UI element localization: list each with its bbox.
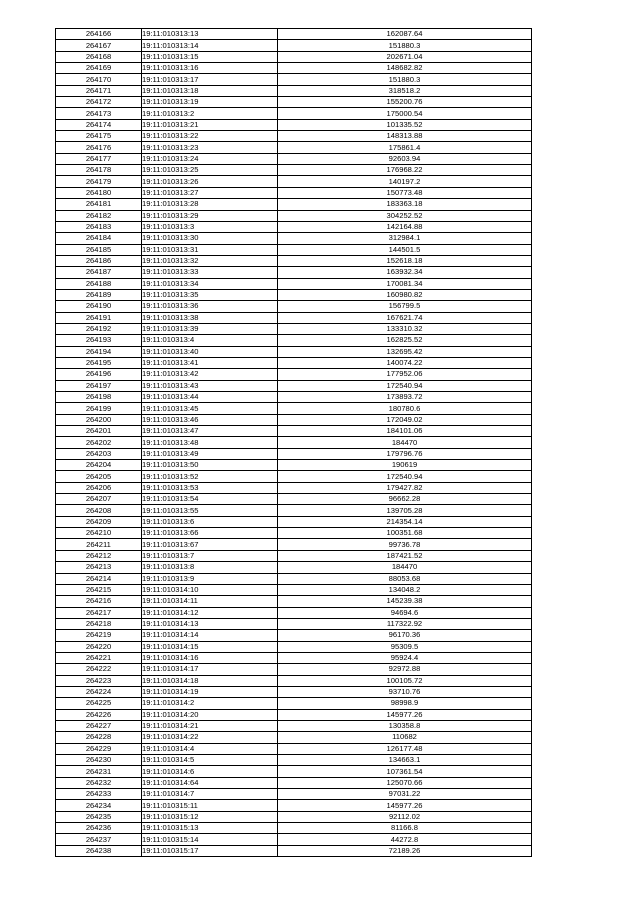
timestamp-cell: 19:11:010314:22 bbox=[142, 732, 278, 743]
amount-cell: 92603.94 bbox=[278, 153, 532, 164]
timestamp-cell: 19:11:010313:49 bbox=[142, 448, 278, 459]
table-row bbox=[56, 153, 532, 164]
amount-cell: 92112.02 bbox=[278, 811, 532, 822]
amount-cell: 140197.2 bbox=[278, 176, 532, 187]
table-row bbox=[56, 187, 532, 198]
amount-cell: 96662.28 bbox=[278, 494, 532, 505]
timestamp-cell: 19:11:010313:47 bbox=[142, 426, 278, 437]
timestamp-cell: 19:11:010313:43 bbox=[142, 380, 278, 391]
timestamp-cell: 19:11:010314:17 bbox=[142, 664, 278, 675]
timestamp-cell: 19:11:010314:21 bbox=[142, 720, 278, 731]
amount-cell: 304252.52 bbox=[278, 210, 532, 221]
row-id-cell: 264234 bbox=[56, 800, 142, 811]
timestamp-cell: 19:11:010313:3 bbox=[142, 221, 278, 232]
timestamp-cell: 19:11:010313:21 bbox=[142, 119, 278, 130]
timestamp-cell: 19:11:010313:55 bbox=[142, 505, 278, 516]
timestamp-cell: 19:11:010314:14 bbox=[142, 630, 278, 641]
table-row bbox=[56, 301, 532, 312]
data-table bbox=[55, 28, 532, 857]
row-id-cell: 264172 bbox=[56, 97, 142, 108]
table-row bbox=[56, 176, 532, 187]
amount-cell: 148682.82 bbox=[278, 63, 532, 74]
timestamp-cell: 19:11:010313:16 bbox=[142, 63, 278, 74]
amount-cell: 180780.6 bbox=[278, 403, 532, 414]
row-id-cell: 264191 bbox=[56, 312, 142, 323]
amount-cell: 184101.06 bbox=[278, 426, 532, 437]
table-row bbox=[56, 743, 532, 754]
amount-cell: 126177.48 bbox=[278, 743, 532, 754]
timestamp-cell: 19:11:010314:4 bbox=[142, 743, 278, 754]
table-row bbox=[56, 789, 532, 800]
table-row bbox=[56, 652, 532, 663]
timestamp-cell: 19:11:010313:22 bbox=[142, 131, 278, 142]
timestamp-cell: 19:11:010314:64 bbox=[142, 777, 278, 788]
row-id-cell: 264208 bbox=[56, 505, 142, 516]
amount-cell: 100351.68 bbox=[278, 528, 532, 539]
amount-cell: 172049.02 bbox=[278, 414, 532, 425]
table-row bbox=[56, 528, 532, 539]
amount-cell: 187421.52 bbox=[278, 550, 532, 561]
amount-cell: 99736.78 bbox=[278, 539, 532, 550]
row-id-cell: 264215 bbox=[56, 584, 142, 595]
row-id-cell: 264171 bbox=[56, 85, 142, 96]
row-id-cell: 264221 bbox=[56, 652, 142, 663]
timestamp-cell: 19:11:010313:34 bbox=[142, 278, 278, 289]
amount-cell: 72189.26 bbox=[278, 845, 532, 856]
table-row bbox=[56, 380, 532, 391]
table-row bbox=[56, 403, 532, 414]
table-row bbox=[56, 630, 532, 641]
timestamp-cell: 19:11:010313:52 bbox=[142, 471, 278, 482]
row-id-cell: 264214 bbox=[56, 573, 142, 584]
table-row bbox=[56, 312, 532, 323]
row-id-cell: 264209 bbox=[56, 516, 142, 527]
row-id-cell: 264205 bbox=[56, 471, 142, 482]
table-row bbox=[56, 664, 532, 675]
amount-cell: 156799.5 bbox=[278, 301, 532, 312]
row-id-cell: 264226 bbox=[56, 709, 142, 720]
row-id-cell: 264202 bbox=[56, 437, 142, 448]
table-row bbox=[56, 573, 532, 584]
amount-cell: 100105.72 bbox=[278, 675, 532, 686]
timestamp-cell: 19:11:010313:25 bbox=[142, 165, 278, 176]
table-row bbox=[56, 471, 532, 482]
table-row bbox=[56, 85, 532, 96]
amount-cell: 175861.4 bbox=[278, 142, 532, 153]
row-id-cell: 264190 bbox=[56, 301, 142, 312]
timestamp-cell: 19:11:010313:39 bbox=[142, 323, 278, 334]
timestamp-cell: 19:11:010313:2 bbox=[142, 108, 278, 119]
row-id-cell: 264198 bbox=[56, 392, 142, 403]
row-id-cell: 264179 bbox=[56, 176, 142, 187]
table-row bbox=[56, 607, 532, 618]
amount-cell: 179796.76 bbox=[278, 448, 532, 459]
amount-cell: 214354.14 bbox=[278, 516, 532, 527]
amount-cell: 134663.1 bbox=[278, 755, 532, 766]
row-id-cell: 264168 bbox=[56, 51, 142, 62]
table-row bbox=[56, 800, 532, 811]
amount-cell: 175000.54 bbox=[278, 108, 532, 119]
table-row bbox=[56, 119, 532, 130]
timestamp-cell: 19:11:010313:54 bbox=[142, 494, 278, 505]
table-row bbox=[56, 675, 532, 686]
row-id-cell: 264188 bbox=[56, 278, 142, 289]
timestamp-cell: 19:11:010313:42 bbox=[142, 369, 278, 380]
timestamp-cell: 19:11:010313:35 bbox=[142, 289, 278, 300]
amount-cell: 95309.5 bbox=[278, 641, 532, 652]
amount-cell: 162087.64 bbox=[278, 29, 532, 40]
timestamp-cell: 19:11:010315:14 bbox=[142, 834, 278, 845]
timestamp-cell: 19:11:010315:11 bbox=[142, 800, 278, 811]
row-id-cell: 264232 bbox=[56, 777, 142, 788]
table-row bbox=[56, 210, 532, 221]
timestamp-cell: 19:11:010313:9 bbox=[142, 573, 278, 584]
row-id-cell: 264175 bbox=[56, 131, 142, 142]
row-id-cell: 264196 bbox=[56, 369, 142, 380]
timestamp-cell: 19:11:010314:11 bbox=[142, 596, 278, 607]
timestamp-cell: 19:11:010314:15 bbox=[142, 641, 278, 652]
amount-cell: 98998.9 bbox=[278, 698, 532, 709]
row-id-cell: 264166 bbox=[56, 29, 142, 40]
row-id-cell: 264192 bbox=[56, 323, 142, 334]
timestamp-cell: 19:11:010313:18 bbox=[142, 85, 278, 96]
amount-cell: 94694.6 bbox=[278, 607, 532, 618]
row-id-cell: 264204 bbox=[56, 460, 142, 471]
table-row bbox=[56, 460, 532, 471]
timestamp-cell: 19:11:010313:66 bbox=[142, 528, 278, 539]
amount-cell: 163932.34 bbox=[278, 267, 532, 278]
row-id-cell: 264231 bbox=[56, 766, 142, 777]
row-id-cell: 264180 bbox=[56, 187, 142, 198]
timestamp-cell: 19:11:010313:38 bbox=[142, 312, 278, 323]
row-id-cell: 264178 bbox=[56, 165, 142, 176]
row-id-cell: 264176 bbox=[56, 142, 142, 153]
amount-cell: 93710.76 bbox=[278, 686, 532, 697]
row-id-cell: 264183 bbox=[56, 221, 142, 232]
row-id-cell: 264227 bbox=[56, 720, 142, 731]
table-body bbox=[56, 29, 532, 857]
amount-cell: 184470 bbox=[278, 562, 532, 573]
amount-cell: 167621.74 bbox=[278, 312, 532, 323]
timestamp-cell: 19:11:010313:36 bbox=[142, 301, 278, 312]
amount-cell: 125070.66 bbox=[278, 777, 532, 788]
timestamp-cell: 19:11:010313:4 bbox=[142, 335, 278, 346]
table-row bbox=[56, 834, 532, 845]
row-id-cell: 264237 bbox=[56, 834, 142, 845]
timestamp-cell: 19:11:010314:5 bbox=[142, 755, 278, 766]
amount-cell: 81166.8 bbox=[278, 823, 532, 834]
timestamp-cell: 19:11:010313:41 bbox=[142, 357, 278, 368]
row-id-cell: 264233 bbox=[56, 789, 142, 800]
amount-cell: 117322.92 bbox=[278, 618, 532, 629]
amount-cell: 88053.68 bbox=[278, 573, 532, 584]
amount-cell: 151880.3 bbox=[278, 74, 532, 85]
row-id-cell: 264177 bbox=[56, 153, 142, 164]
timestamp-cell: 19:11:010313:30 bbox=[142, 233, 278, 244]
amount-cell: 145977.26 bbox=[278, 800, 532, 811]
timestamp-cell: 19:11:010313:40 bbox=[142, 346, 278, 357]
table-row bbox=[56, 755, 532, 766]
table-row bbox=[56, 766, 532, 777]
timestamp-cell: 19:11:010313:29 bbox=[142, 210, 278, 221]
amount-cell: 133310.32 bbox=[278, 323, 532, 334]
amount-cell: 202671.04 bbox=[278, 51, 532, 62]
row-id-cell: 264199 bbox=[56, 403, 142, 414]
table-row bbox=[56, 142, 532, 153]
timestamp-cell: 19:11:010313:8 bbox=[142, 562, 278, 573]
table-row bbox=[56, 289, 532, 300]
table-row bbox=[56, 278, 532, 289]
row-id-cell: 264212 bbox=[56, 550, 142, 561]
row-id-cell: 264185 bbox=[56, 244, 142, 255]
timestamp-cell: 19:11:010313:32 bbox=[142, 255, 278, 266]
amount-cell: 150773.48 bbox=[278, 187, 532, 198]
table-row bbox=[56, 777, 532, 788]
table-row bbox=[56, 244, 532, 255]
row-id-cell: 264197 bbox=[56, 380, 142, 391]
timestamp-cell: 19:11:010313:24 bbox=[142, 153, 278, 164]
table-row bbox=[56, 165, 532, 176]
table-row bbox=[56, 618, 532, 629]
amount-cell: 184470 bbox=[278, 437, 532, 448]
amount-cell: 160980.82 bbox=[278, 289, 532, 300]
timestamp-cell: 19:11:010314:20 bbox=[142, 709, 278, 720]
amount-cell: 134048.2 bbox=[278, 584, 532, 595]
timestamp-cell: 19:11:010314:2 bbox=[142, 698, 278, 709]
table-row bbox=[56, 414, 532, 425]
timestamp-cell: 19:11:010314:7 bbox=[142, 789, 278, 800]
table-row bbox=[56, 369, 532, 380]
table-row bbox=[56, 63, 532, 74]
table-row bbox=[56, 539, 532, 550]
table-row bbox=[56, 823, 532, 834]
row-id-cell: 264229 bbox=[56, 743, 142, 754]
row-id-cell: 264182 bbox=[56, 210, 142, 221]
row-id-cell: 264224 bbox=[56, 686, 142, 697]
timestamp-cell: 19:11:010313:46 bbox=[142, 414, 278, 425]
timestamp-cell: 19:11:010313:53 bbox=[142, 482, 278, 493]
row-id-cell: 264235 bbox=[56, 811, 142, 822]
timestamp-cell: 19:11:010315:13 bbox=[142, 823, 278, 834]
timestamp-cell: 19:11:010313:19 bbox=[142, 97, 278, 108]
table-row bbox=[56, 698, 532, 709]
timestamp-cell: 19:11:010314:18 bbox=[142, 675, 278, 686]
row-id-cell: 264189 bbox=[56, 289, 142, 300]
row-id-cell: 264211 bbox=[56, 539, 142, 550]
amount-cell: 151880.3 bbox=[278, 40, 532, 51]
table-row bbox=[56, 255, 532, 266]
row-id-cell: 264186 bbox=[56, 255, 142, 266]
row-id-cell: 264200 bbox=[56, 414, 142, 425]
row-id-cell: 264218 bbox=[56, 618, 142, 629]
timestamp-cell: 19:11:010313:6 bbox=[142, 516, 278, 527]
amount-cell: 170081.34 bbox=[278, 278, 532, 289]
amount-cell: 130358.8 bbox=[278, 720, 532, 731]
amount-cell: 140074.22 bbox=[278, 357, 532, 368]
row-id-cell: 264203 bbox=[56, 448, 142, 459]
amount-cell: 162825.52 bbox=[278, 335, 532, 346]
table-row bbox=[56, 131, 532, 142]
table-row bbox=[56, 426, 532, 437]
amount-cell: 176968.22 bbox=[278, 165, 532, 176]
timestamp-cell: 19:11:010314:10 bbox=[142, 584, 278, 595]
timestamp-cell: 19:11:010314:13 bbox=[142, 618, 278, 629]
amount-cell: 183363.18 bbox=[278, 199, 532, 210]
amount-cell: 107361.54 bbox=[278, 766, 532, 777]
row-id-cell: 264173 bbox=[56, 108, 142, 119]
row-id-cell: 264170 bbox=[56, 74, 142, 85]
timestamp-cell: 19:11:010313:28 bbox=[142, 199, 278, 210]
timestamp-cell: 19:11:010314:6 bbox=[142, 766, 278, 777]
row-id-cell: 264219 bbox=[56, 630, 142, 641]
row-id-cell: 264206 bbox=[56, 482, 142, 493]
row-id-cell: 264167 bbox=[56, 40, 142, 51]
table-row bbox=[56, 494, 532, 505]
timestamp-cell: 19:11:010313:48 bbox=[142, 437, 278, 448]
timestamp-cell: 19:11:010313:26 bbox=[142, 176, 278, 187]
table-row bbox=[56, 74, 532, 85]
timestamp-cell: 19:11:010313:31 bbox=[142, 244, 278, 255]
table-row bbox=[56, 811, 532, 822]
table-row bbox=[56, 108, 532, 119]
timestamp-cell: 19:11:010313:67 bbox=[142, 539, 278, 550]
table-row bbox=[56, 845, 532, 856]
timestamp-cell: 19:11:010313:15 bbox=[142, 51, 278, 62]
amount-cell: 312984.1 bbox=[278, 233, 532, 244]
row-id-cell: 264181 bbox=[56, 199, 142, 210]
table-row bbox=[56, 448, 532, 459]
row-id-cell: 264230 bbox=[56, 755, 142, 766]
timestamp-cell: 19:11:010313:44 bbox=[142, 392, 278, 403]
row-id-cell: 264174 bbox=[56, 119, 142, 130]
table-row bbox=[56, 550, 532, 561]
amount-cell: 155200.76 bbox=[278, 97, 532, 108]
row-id-cell: 264238 bbox=[56, 845, 142, 856]
table-row bbox=[56, 97, 532, 108]
table-row bbox=[56, 346, 532, 357]
table-row bbox=[56, 482, 532, 493]
amount-cell: 179427.82 bbox=[278, 482, 532, 493]
row-id-cell: 264210 bbox=[56, 528, 142, 539]
row-id-cell: 264169 bbox=[56, 63, 142, 74]
table-row bbox=[56, 40, 532, 51]
amount-cell: 190619 bbox=[278, 460, 532, 471]
table-row bbox=[56, 732, 532, 743]
amount-cell: 145977.26 bbox=[278, 709, 532, 720]
amount-cell: 144501.5 bbox=[278, 244, 532, 255]
timestamp-cell: 19:11:010313:27 bbox=[142, 187, 278, 198]
amount-cell: 139705.28 bbox=[278, 505, 532, 516]
timestamp-cell: 19:11:010313:7 bbox=[142, 550, 278, 561]
table-row bbox=[56, 596, 532, 607]
row-id-cell: 264220 bbox=[56, 641, 142, 652]
row-id-cell: 264194 bbox=[56, 346, 142, 357]
row-id-cell: 264184 bbox=[56, 233, 142, 244]
timestamp-cell: 19:11:010313:50 bbox=[142, 460, 278, 471]
amount-cell: 110682 bbox=[278, 732, 532, 743]
amount-cell: 96170.36 bbox=[278, 630, 532, 641]
row-id-cell: 264187 bbox=[56, 267, 142, 278]
amount-cell: 172540.94 bbox=[278, 380, 532, 391]
amount-cell: 101335.52 bbox=[278, 119, 532, 130]
table-row bbox=[56, 562, 532, 573]
amount-cell: 173893.72 bbox=[278, 392, 532, 403]
timestamp-cell: 19:11:010313:17 bbox=[142, 74, 278, 85]
table-row bbox=[56, 641, 532, 652]
table-row bbox=[56, 584, 532, 595]
amount-cell: 177952.06 bbox=[278, 369, 532, 380]
table-row bbox=[56, 233, 532, 244]
row-id-cell: 264216 bbox=[56, 596, 142, 607]
table-row bbox=[56, 392, 532, 403]
amount-cell: 97031.22 bbox=[278, 789, 532, 800]
table-row bbox=[56, 29, 532, 40]
row-id-cell: 264213 bbox=[56, 562, 142, 573]
amount-cell: 145239.38 bbox=[278, 596, 532, 607]
timestamp-cell: 19:11:010314:19 bbox=[142, 686, 278, 697]
row-id-cell: 264236 bbox=[56, 823, 142, 834]
timestamp-cell: 19:11:010313:23 bbox=[142, 142, 278, 153]
timestamp-cell: 19:11:010313:45 bbox=[142, 403, 278, 414]
table-row bbox=[56, 357, 532, 368]
table-row bbox=[56, 720, 532, 731]
row-id-cell: 264217 bbox=[56, 607, 142, 618]
amount-cell: 152618.18 bbox=[278, 255, 532, 266]
amount-cell: 44272.8 bbox=[278, 834, 532, 845]
table-row bbox=[56, 437, 532, 448]
row-id-cell: 264207 bbox=[56, 494, 142, 505]
row-id-cell: 264201 bbox=[56, 426, 142, 437]
table-row bbox=[56, 323, 532, 334]
table-row bbox=[56, 516, 532, 527]
amount-cell: 148313.88 bbox=[278, 131, 532, 142]
row-id-cell: 264195 bbox=[56, 357, 142, 368]
timestamp-cell: 19:11:010315:12 bbox=[142, 811, 278, 822]
table-row bbox=[56, 335, 532, 346]
row-id-cell: 264222 bbox=[56, 664, 142, 675]
row-id-cell: 264228 bbox=[56, 732, 142, 743]
table-row bbox=[56, 267, 532, 278]
amount-cell: 95924.4 bbox=[278, 652, 532, 663]
timestamp-cell: 19:11:010313:14 bbox=[142, 40, 278, 51]
row-id-cell: 264193 bbox=[56, 335, 142, 346]
timestamp-cell: 19:11:010314:12 bbox=[142, 607, 278, 618]
amount-cell: 132695.42 bbox=[278, 346, 532, 357]
table-row bbox=[56, 199, 532, 210]
timestamp-cell: 19:11:010314:16 bbox=[142, 652, 278, 663]
row-id-cell: 264225 bbox=[56, 698, 142, 709]
amount-cell: 318518.2 bbox=[278, 85, 532, 96]
timestamp-cell: 19:11:010315:17 bbox=[142, 845, 278, 856]
table-row bbox=[56, 505, 532, 516]
table-row bbox=[56, 709, 532, 720]
amount-cell: 172540.94 bbox=[278, 471, 532, 482]
row-id-cell: 264223 bbox=[56, 675, 142, 686]
amount-cell: 142164.88 bbox=[278, 221, 532, 232]
timestamp-cell: 19:11:010313:33 bbox=[142, 267, 278, 278]
timestamp-cell: 19:11:010313:13 bbox=[142, 29, 278, 40]
table-row bbox=[56, 221, 532, 232]
amount-cell: 92972.88 bbox=[278, 664, 532, 675]
table-row bbox=[56, 51, 532, 62]
table-row bbox=[56, 686, 532, 697]
document-page bbox=[55, 28, 531, 857]
